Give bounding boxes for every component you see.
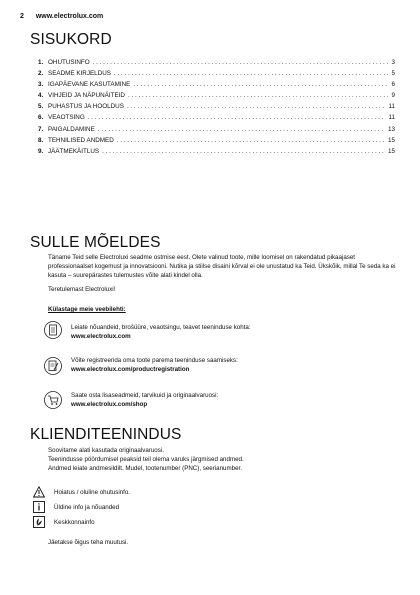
toc-leader-dots xyxy=(128,90,389,101)
toc-leader-dots xyxy=(117,135,385,146)
toc-item[interactable] xyxy=(38,146,395,157)
toc-item-page: 15 xyxy=(387,147,395,155)
document-icon xyxy=(44,320,62,340)
page-number: 2 xyxy=(20,13,24,20)
link-url[interactable]: www.electrolux.com/productregistration xyxy=(71,366,190,373)
section-title-customer: KLIENDITEENINDUS xyxy=(30,426,182,443)
toc-item-page: 9 xyxy=(391,92,395,100)
toc-item-number: 4. xyxy=(38,92,44,100)
toc-item-number: 9. xyxy=(38,147,44,155)
info-icon xyxy=(33,500,45,512)
toc-item-label: IGAPÄEVANE KASUTAMINE xyxy=(48,81,131,89)
symbol-info-text: Üldine info ja nõuanded xyxy=(54,504,120,511)
toc-item[interactable] xyxy=(38,135,395,146)
intro-paragraph: Täname Teid selle Electroluxi seadme ostmise eest. Olete valinud toote, mille loomisel on rakendatud pikaajaset professionaalset kogemust ja innovatsiooni. Nutika ja stiilse disaini kõrval ei ole unustatud ka Teid. Ükskõik, millal Te seda ka ei kasuta – suurepärastes tulemustes võite alati kindel olla. xyxy=(48,254,396,280)
toc-item-number: 2. xyxy=(38,70,44,78)
registration-form-icon xyxy=(44,356,62,376)
website: www.electrolux.com xyxy=(35,13,104,20)
symbol-environment-text: Keskkonnainfo xyxy=(54,519,95,526)
toc-item-page: 15 xyxy=(387,136,395,144)
toc-leader-dots xyxy=(88,112,386,123)
customer-line: Soovitame alati kasutada originaalvaruosi. xyxy=(48,447,164,454)
link-description: Saate osta lisaseadmeid, tarvikuid ja originaalvaruosi: xyxy=(71,392,219,399)
toc-leader-dots xyxy=(98,124,385,135)
customer-line: Teenindusse pöördumisel peaksid teil olema varuks järgmised andmed. xyxy=(48,456,244,463)
toc-leader-dots xyxy=(114,68,389,79)
toc-item-label: SEADME KIRJELDUS xyxy=(48,70,111,78)
table-of-contents xyxy=(38,57,395,157)
toc-leader-dots xyxy=(102,146,385,157)
disclaimer-text: Jäetakse õigus teha muutusi. xyxy=(48,539,129,546)
shopping-cart-icon xyxy=(44,390,62,410)
toc-item-number: 5. xyxy=(38,103,44,111)
symbol-warning-text: Hoiatus / oluline ohutusinfo. xyxy=(54,489,131,496)
toc-item-number: 7. xyxy=(38,125,44,133)
toc-item-number: 8. xyxy=(38,136,44,144)
link-item-support xyxy=(71,323,391,341)
toc-item-page: 3 xyxy=(391,59,395,66)
toc-item-page: 5 xyxy=(391,70,395,78)
link-url[interactable]: www.electrolux.com/shop xyxy=(71,401,148,408)
toc-item[interactable] xyxy=(38,101,395,112)
toc-item[interactable] xyxy=(38,68,395,79)
toc-item[interactable] xyxy=(38,124,395,135)
customer-line: Andmed leiate andmesildilt. Mudel, tootenumber (PNC), seerianumber. xyxy=(48,465,242,472)
toc-leader-dots xyxy=(93,57,389,68)
warning-icon xyxy=(33,485,45,497)
link-description: Võite registreerida oma toote parema teeninduse saamiseks: xyxy=(71,357,238,364)
toc-item[interactable] xyxy=(38,57,395,68)
toc-item-page: 11 xyxy=(388,103,395,111)
page-header xyxy=(20,13,103,20)
toc-item-number: 3. xyxy=(38,81,44,89)
link-item-registration xyxy=(71,356,391,374)
toc-item-page: 13 xyxy=(387,125,395,133)
toc-leader-dots xyxy=(133,79,388,90)
link-item-shop xyxy=(71,391,391,409)
toc-title: SISUKORD xyxy=(30,31,112,48)
toc-item-label: TEHNILISED ANDMED xyxy=(48,136,114,144)
section-title-perfect: SULLE MÕELDES xyxy=(30,234,161,251)
toc-item-label: JÄÄTMEKÄITLUS xyxy=(48,147,100,155)
toc-item-page: 6 xyxy=(391,81,395,89)
toc-item-label: VEAOTSING xyxy=(48,114,85,122)
toc-item-label: PAIGALDAMINE xyxy=(48,125,95,133)
toc-item-page: 11 xyxy=(388,114,395,122)
toc-item[interactable] xyxy=(38,112,395,123)
toc-item[interactable] xyxy=(38,79,395,90)
toc-item-label: OHUTUSINFO xyxy=(48,59,90,66)
toc-item-label: PUHASTUS JA HOOLDUS xyxy=(48,103,124,111)
toc-item-number: 1. xyxy=(38,59,44,66)
link-description: Leiate nõuandeid, brošüüre, veaotsingu, teavet teeninduse kohta: xyxy=(71,324,251,331)
toc-item-number: 6. xyxy=(38,114,44,122)
welcome-text: Teretulemast Electroluxi! xyxy=(48,286,116,293)
visit-heading: Külastage meie veebilehti: xyxy=(48,306,126,313)
toc-item-label: VIHJEID JA NÄPUNÄITEID xyxy=(48,92,125,100)
environment-icon xyxy=(33,515,45,527)
toc-item[interactable] xyxy=(38,90,395,101)
toc-leader-dots xyxy=(127,101,386,112)
link-url[interactable]: www.electrolux.com xyxy=(71,333,131,340)
